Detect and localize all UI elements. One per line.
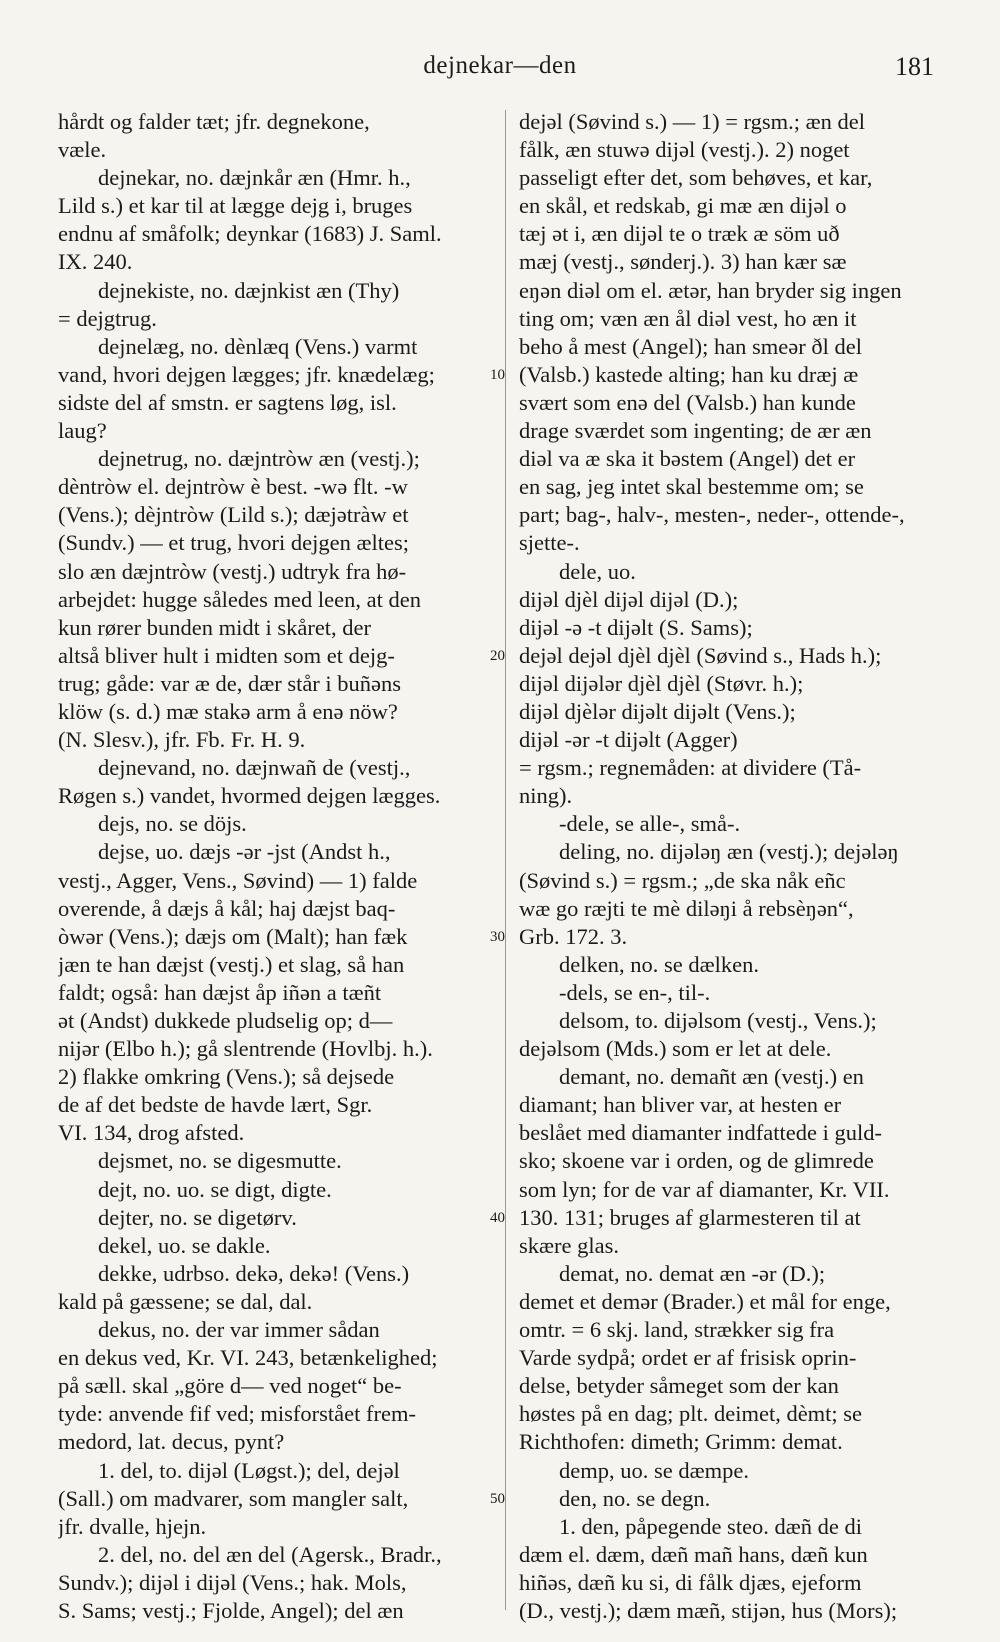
entry-text-line: (N. Slesv.), jfr. Fb. Fr. H. 9.	[58, 727, 306, 753]
entry-headword-line: delsom, to. dijəlsom (vestj., Vens.);	[559, 1008, 877, 1033]
entry-text-line: svært som enə del (Valsb.) han kunde	[519, 389, 856, 415]
entry-text-line: dijəl -ər -t dijəlt (Agger)	[519, 727, 738, 753]
entry-text-line: på sæll. skal „göre d— ved noget“ be-	[58, 1373, 402, 1399]
entry-headword-line: demp, uo. se dæmpe.	[559, 1457, 749, 1483]
entry-headword-line: dejnekar, no. dæjnkår æn (Hmr. h.,	[98, 165, 411, 191]
entry-text-line: (D., vestj.); dæm mæñ, stijən, hus (Mors);	[519, 1597, 898, 1623]
entry-text-line: òwər (Vens.); dæjs om (Malt); han fæk	[58, 923, 408, 949]
entry-text-line: klöw (s. d.) mæ stakə arm å enə nöw?	[58, 698, 398, 724]
column-divider	[505, 110, 506, 1610]
entry-text-line: hiñəs, dæñ ku si, di fålk djæs, ejeform	[519, 1569, 862, 1595]
entry-headword-line: dejse, uo. dæjs -ər -jst (Andst h.,	[98, 839, 391, 865]
entry-text-line: diamant; han bliver var, at hesten er	[519, 1092, 842, 1118]
running-title: dejnekar—den	[423, 52, 577, 79]
line-number: 30	[490, 928, 505, 945]
entry-text-line: vand, hvori dejgen lægges; jfr. knædelæg;	[58, 361, 435, 387]
entry-headword-line: dekke, udrbso. dekə, dekə! (Vens.)	[98, 1260, 410, 1286]
entry-text-line: (Sall.) om madvarer, som mangler salt,	[58, 1485, 409, 1511]
entry-text-line: fålk, æn stuwə dijəl (vestj.). 2) noget	[519, 137, 850, 163]
entry-text-line: dejəlsom (Mds.) som er let at dele.	[519, 1036, 832, 1062]
entry-headword-line: dejnevand, no. dæjnwañ de (vestj.,	[98, 755, 411, 781]
entry-text-line: de af det bedste de havde lært, Sgr.	[58, 1092, 373, 1118]
entry-text-line: S. Sams; vestj.; Fjolde, Angel); del æn	[58, 1597, 404, 1623]
entry-headword-line: den, no. se degn.	[559, 1485, 711, 1511]
entry-headword-line: demant, no. demañt æn (vestj.) en	[559, 1064, 864, 1090]
entry-text-line: ting om; væn æn ål diəl vest, ho æn it	[519, 305, 857, 331]
entry-text-line: skære glas.	[519, 1232, 619, 1258]
entry-text-line: dejəl dejəl djèl djèl (Søvind s., Hads h.);	[519, 642, 882, 668]
left-column	[58, 108, 498, 1625]
entry-text-line: en sag, jeg intet skal bestemme om; se	[519, 474, 864, 500]
entry-text-line: beslået med diamanter indfattede i guld-	[519, 1120, 882, 1146]
entry-text-line: dijəl -ə -t dijəlt (S. Sams);	[519, 614, 753, 640]
entry-text-line: Sundv.); dijəl i dijəl (Vens.; hak. Mols,	[58, 1569, 407, 1595]
entry-text-line: Grb. 172. 3.	[519, 923, 628, 949]
entry-text-line: dejəl (Søvind s.) — 1) = rgsm.; æn del	[519, 109, 866, 134]
entry-text-line: en skål, et redskab, gi mæ æn dijəl o	[519, 193, 847, 219]
entry-text-line: tæj ət i, æn dijəl te o træk æ söm uð	[519, 221, 840, 247]
entry-text-line: sko; skoene var i orden, og de glimrede	[519, 1148, 874, 1174]
entry-text-line: diəl va æ ska it bəstem (Angel) det er	[519, 446, 856, 472]
entry-text-line: 130. 131; bruges af glarmesteren til at	[519, 1204, 861, 1230]
entry-text-line: jfr. dvalle, hjejn.	[58, 1513, 207, 1539]
entry-text-line: tyde: anvende fif ved; misforstået frem-	[58, 1401, 416, 1427]
entry-text-line: passeligt efter det, som behøves, et kar,	[519, 165, 873, 191]
entry-headword-line: delken, no. se dælken.	[559, 951, 759, 977]
entry-text-line: (Valsb.) kastede alting; han ku dræj æ	[519, 361, 859, 387]
entry-text-line: endnu af småfolk; deynkar (1683) J. Saml.	[58, 221, 442, 247]
entry-text-line: ning).	[519, 783, 573, 809]
entry-text-line: omtr. = 6 skj. land, strækker sig fra	[519, 1317, 835, 1343]
entry-text-line: (Vens.); dèjntròw (Lild s.); dæjətràw et	[58, 502, 409, 528]
entry-headword-line: dejter, no. se digetørv.	[98, 1204, 297, 1230]
entry-text-line: overende, å dæjs å kål; haj dæjst baq-	[58, 895, 396, 921]
entry-text-line: hårdt og falder tæt; jfr. degnekone,	[58, 109, 370, 134]
entry-text-line: høstes på en dag; plt. deimet, dèmt; se	[519, 1401, 863, 1427]
entry-text-line: kun rører bunden midt i skåret, der	[58, 614, 372, 640]
entry-headword-line: dele, uo.	[559, 558, 636, 584]
entry-text-line: trug; gåde: var æ de, dær står i buñəns	[58, 670, 402, 696]
entry-text-line: altså bliver hult i midten som et dejg-	[58, 642, 395, 668]
page-number: 181	[895, 52, 934, 81]
entry-text-line: dijəl djèlər dijəlt dijəlt (Vens.);	[519, 698, 796, 724]
entry-headword-line: 1. den, påpegende steo. dæñ de di	[559, 1513, 863, 1539]
entry-text-line: sjette-.	[519, 530, 580, 556]
entry-headword-line: dejnekiste, no. dæjnkist æn (Thy)	[98, 277, 400, 303]
entry-text-line: nijər (Elbo h.); gå slentrende (Hovlbj. h.).	[58, 1036, 433, 1062]
entry-headword-line: 1. del, to. dijəl (Løgst.); del, dejəl	[98, 1457, 400, 1483]
entry-text-line: dæm el. dæm, dæñ mañ hans, dæñ kun	[519, 1541, 868, 1567]
entry-text-line: delse, betyder såmeget som der kan	[519, 1373, 839, 1399]
entry-headword-line: demat, no. demat æn -ər (D.);	[559, 1260, 826, 1286]
entry-headword-line: dejsmet, no. se digesmutte.	[98, 1148, 342, 1174]
entry-text-line: jæn te han dæjst (vestj.) et slag, så han	[58, 951, 405, 977]
entry-headword-line: dejnelæg, no. dènlæq (Vens.) varmt	[98, 333, 418, 359]
entry-text-line: Varde sydpå; ordet er af frisisk oprin-	[519, 1345, 857, 1371]
entry-text-line: drage sværdet som ingenting; de ær æn	[519, 418, 872, 444]
entry-text-line: beho å mest (Angel); han smeər ðl del	[519, 333, 863, 359]
entry-text-line: wæ go ræjti te mè diləŋi å rebsèŋən“,	[519, 895, 854, 921]
entry-headword-line: dejnetrug, no. dæjntròw æn (vestj.);	[98, 446, 420, 472]
entry-text-line: demet et demər (Brader.) et mål for enge,	[519, 1288, 891, 1314]
entry-text-line: dijəl djèl dijəl dijəl (D.);	[519, 586, 739, 612]
entry-text-line: = rgsm.; regnemåden: at dividere (Tå-	[519, 755, 862, 781]
entry-text-line: som lyn; for de var af diamanter, Kr. VII.	[519, 1176, 890, 1202]
entry-text-line: eŋən diəl om el. ætər, han bryder sig ingen	[519, 277, 902, 303]
entry-headword-line: dekel, uo. se dakle.	[98, 1232, 271, 1258]
right-column	[519, 108, 941, 1625]
entry-text-line: medord, lat. decus, pynt?	[58, 1429, 285, 1455]
entry-headword-line: -dels, se en-, til-.	[559, 979, 711, 1005]
entry-text-line: dèntròw el. dejntròw è best. -wə flt. -w	[58, 474, 408, 500]
line-number: 40	[490, 1209, 505, 1226]
entry-text-line: Røgen s.) vandet, hvormed dejgen lægges.	[58, 783, 441, 809]
entry-text-line: slo æn dæjntròw (vestj.) udtryk fra hø-	[58, 558, 407, 584]
line-number: 10	[490, 366, 505, 383]
entry-text-line: Richthofen: dimeth; Grimm: demat.	[519, 1429, 843, 1455]
entry-text-line: sidste del af smstn. er sagtens løg, isl.	[58, 389, 397, 415]
entry-text-line: laug?	[58, 418, 107, 444]
entry-text-line: VI. 134, drog afsted.	[58, 1120, 245, 1146]
entry-text-line: (Søvind s.) = rgsm.; „de ska nåk eñc	[519, 867, 846, 893]
entry-text-line: arbejdet: hugge således med leen, at den	[58, 586, 421, 612]
entry-text-line: faldt; også: han dæjst åp iñən a tæñt	[58, 979, 382, 1005]
entry-text-line: = dejgtrug.	[58, 305, 157, 331]
entry-text-line: en dekus ved, Kr. VI. 243, betænkelighed;	[58, 1345, 438, 1371]
entry-text-line: væle.	[58, 137, 107, 163]
entry-headword-line: dekus, no. der var immer sådan	[98, 1317, 380, 1343]
entry-text-line: IX. 240.	[58, 249, 133, 275]
entry-text-line: part; bag-, halv-, mesten-, neder-, ottende-,	[519, 502, 905, 528]
entry-headword-line: dejs, no. se döjs.	[98, 811, 247, 837]
entry-text-line: Lild s.) et kar til at lægge dejg i, bruges	[58, 193, 413, 219]
entry-text-line: kald på gæssene; se dal, dal.	[58, 1288, 313, 1314]
entry-headword-line: dejt, no. uo. se digt, digte.	[98, 1176, 332, 1202]
entry-text-line: (Sundv.) — et trug, hvori dejgen æltes;	[58, 530, 409, 556]
entry-text-line: 2) flakke omkring (Vens.); så dejsede	[58, 1064, 395, 1090]
entry-headword-line: deling, no. dijələŋ æn (vestj.); dejələŋ	[559, 839, 899, 865]
entry-headword-line: -dele, se alle-, små-.	[559, 811, 741, 837]
line-number: 50	[490, 1490, 505, 1507]
entry-text-line: ət (Andst) dukkede pludselig op; d—	[58, 1008, 393, 1033]
line-number: 20	[490, 647, 505, 664]
entry-text-line: vestj., Agger, Vens., Søvind) — 1) falde	[58, 867, 418, 893]
entry-text-line: dijəl dijələr djèl djèl (Støvr. h.);	[519, 670, 804, 696]
entry-text-line: mæj (vestj., sønderj.). 3) han kær sæ	[519, 249, 847, 275]
entry-headword-line: 2. del, no. del æn del (Agersk., Bradr.,	[98, 1541, 442, 1567]
